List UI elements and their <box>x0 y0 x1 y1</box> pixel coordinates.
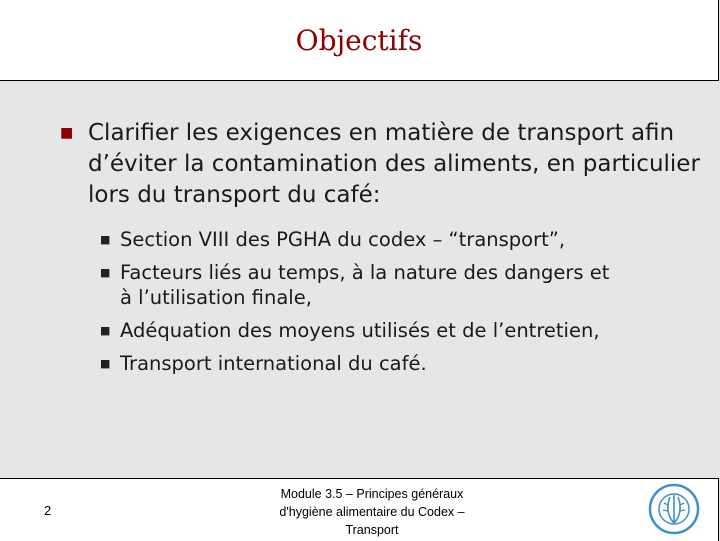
module-caption-line: Module 3.5 – Principes généraux <box>280 487 464 501</box>
sub-bullet-text: Transport international du café. <box>120 352 427 375</box>
sub-bullet-text: Section VIII des PGHA du codex – “transport”, <box>120 228 566 251</box>
square-bullet-icon: ■ <box>100 233 111 246</box>
square-bullet-icon: ■ <box>60 125 74 141</box>
module-caption-line: d'hygiène alimentaire du Codex – <box>279 505 465 519</box>
slide-title: Objectifs <box>295 23 423 57</box>
square-bullet-icon: ■ <box>100 357 111 370</box>
fao-logo-icon <box>648 483 700 535</box>
square-bullet-icon: ■ <box>100 266 111 279</box>
slide-footer <box>0 478 719 541</box>
module-caption <box>250 485 494 539</box>
square-bullet-icon: ■ <box>100 324 111 337</box>
sub-bullet-item <box>100 314 700 347</box>
sub-bullet-list <box>60 223 700 380</box>
sub-bullet-text-continuation: à l’utilisation finale, <box>120 286 312 309</box>
sub-bullet-item <box>100 347 700 380</box>
sub-bullet-text: Facteurs liés au temps, à la nature des dangers et <box>120 261 610 284</box>
sub-bullet-text: Adéquation des moyens utilisés et de l’entretien, <box>120 319 600 342</box>
module-caption-line: Transport <box>345 523 399 537</box>
page-number: 2 <box>44 503 52 518</box>
slide-content <box>60 118 700 380</box>
sub-bullet-item <box>100 256 700 310</box>
sub-bullet-item <box>100 223 700 256</box>
main-bullet-text: Clarifier les exigences en matière de transport afin d’éviter la contamination des aliments, en particulier lors du transport du café: <box>88 120 700 208</box>
title-bar <box>0 0 719 81</box>
main-bullet <box>60 118 700 211</box>
